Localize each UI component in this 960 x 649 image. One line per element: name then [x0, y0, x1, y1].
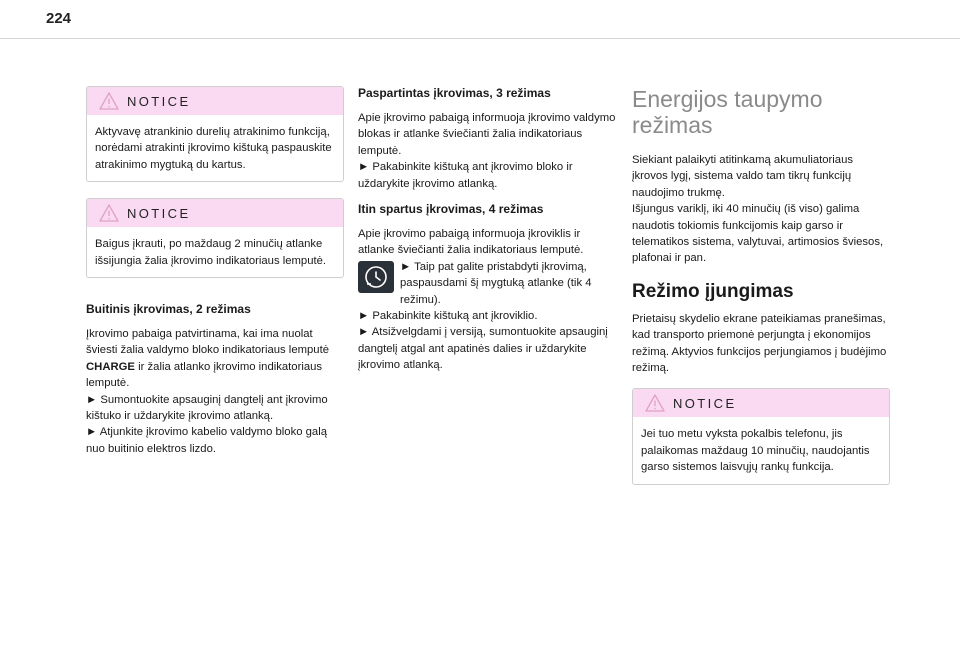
section-paragraph: Apie įkrovimo pabaigą informuoja įkrovimo valdymo blokas ir atlanke šviečianti žalia indikatoriaus lemputė.: [358, 112, 616, 157]
warning-triangle-icon: [91, 87, 127, 115]
chapter-title: Energijos taupymo režimas: [632, 86, 823, 138]
step-item: ► Pakabinkite kištuką ant įkroviklio.: [358, 310, 538, 323]
notice-header: [87, 199, 343, 227]
charge-pause-button-icon: [358, 261, 394, 293]
step-item: ► Atsižvelgdami į versiją, sumontuokite apsauginį dangtelį atgal ant apatinės dalies ir uždarykite įkrovimo atlanką.: [358, 326, 608, 372]
notice-text: Jei tuo metu vyksta pokalbis telefonu, jis palaikomas maždaug 10 minučių, naudojantis garso sistemos laisvųjų rankų funkcija.: [641, 428, 870, 474]
header-divider: [0, 38, 960, 39]
notice-box-unlock: [86, 86, 344, 182]
section-paragraph: Prietaisų skydelio ekrane pateikiamas pranešimas, kad transporto priemonė perjungta į ekonomijos režimą. Aktyvios funkcijos perjungiamos į budėjimo režimą.: [632, 312, 887, 375]
section-paragraph: Siekiant palaikyti atitinkamą akumuliatoriaus įkrovos lygį, sistema valdo tam tikrų funkcijų naudojimo trukmę.: [632, 154, 854, 199]
warning-triangle-icon: [637, 389, 673, 417]
notice-text: Aktyvavę atrankinio durelių atrakinimo funkciją, norėdami atrakinti įkrovimo kištuką paspauskite atrakinimo mygtuką du kartus.: [95, 126, 332, 171]
section-paragraph: [86, 326, 344, 392]
notice-title: NOTICE: [127, 93, 191, 109]
section-heading-mode-2: Buitinis įkrovimas, 2 režimas: [86, 302, 251, 317]
column-3: [632, 86, 890, 501]
notice-title: NOTICE: [673, 395, 737, 411]
step-item: ► Sumontuokite apsauginį dangtelį ant įkrovimo kištuko ir uždarykite įkrovimo atlanką.: [86, 393, 328, 423]
notice-box-phone: [632, 388, 890, 484]
notice-header: [633, 389, 889, 417]
section-paragraph: Apie įkrovimo pabaigą informuoja įkroviklis ir atlanke šviečianti žalia indikatoriaus lemputė.: [358, 228, 584, 257]
step-item-with-icon: [358, 259, 616, 308]
notice-box-indicator: [86, 198, 344, 278]
column-2: [358, 86, 616, 374]
notice-title: NOTICE: [127, 205, 191, 221]
paragraph-text-start: Įkrovimo pabaiga patvirtinama, kai ima nuolat šviesti žalia valdymo bloko indikatoriaus lemputė: [86, 328, 329, 357]
step-item: ► Atjunkite įkrovimo kabelio valdymo bloko galą nuo buitinio elektros lizdo.: [86, 426, 328, 455]
section-heading-mode-4: Itin spartus įkrovimas, 4 režimas: [358, 202, 544, 217]
notice-header: [87, 87, 343, 115]
section-heading-mode-3: Paspartintas įkrovimas, 3 režimas: [358, 86, 551, 100]
column-1: [86, 86, 344, 457]
step-text: ► Taip pat galite pristabdyti įkrovimą, paspausdami šį mygtuką atlanke (tik 4 režimu).: [400, 260, 592, 306]
paragraph-text-end: ir žalia atlanko įkrovimo indikatoriaus lemputė.: [86, 360, 323, 390]
notice-text: Baigus įkrauti, po maždaug 2 minučių atlanke išsijungia žalia įkrovimo indikatoriaus lemputė.: [95, 238, 327, 267]
warning-triangle-icon: [91, 199, 127, 227]
section-paragraph: Išjungus variklį, iki 40 minučių (iš viso) galima naudotis tokiomis funkcijomis kaip garso ir telematikos sistema, valytuvai, artimosios šviesos, plafonai ir pan.: [632, 203, 884, 265]
charge-keyword: CHARGE: [86, 360, 135, 373]
step-item: ► Pakabinkite kištuką ant įkrovimo bloko ir uždarykite įkrovimo atlanką.: [358, 161, 573, 190]
section-subtitle: Režimo įjungimas: [632, 280, 794, 302]
page-number: 224: [46, 10, 72, 27]
